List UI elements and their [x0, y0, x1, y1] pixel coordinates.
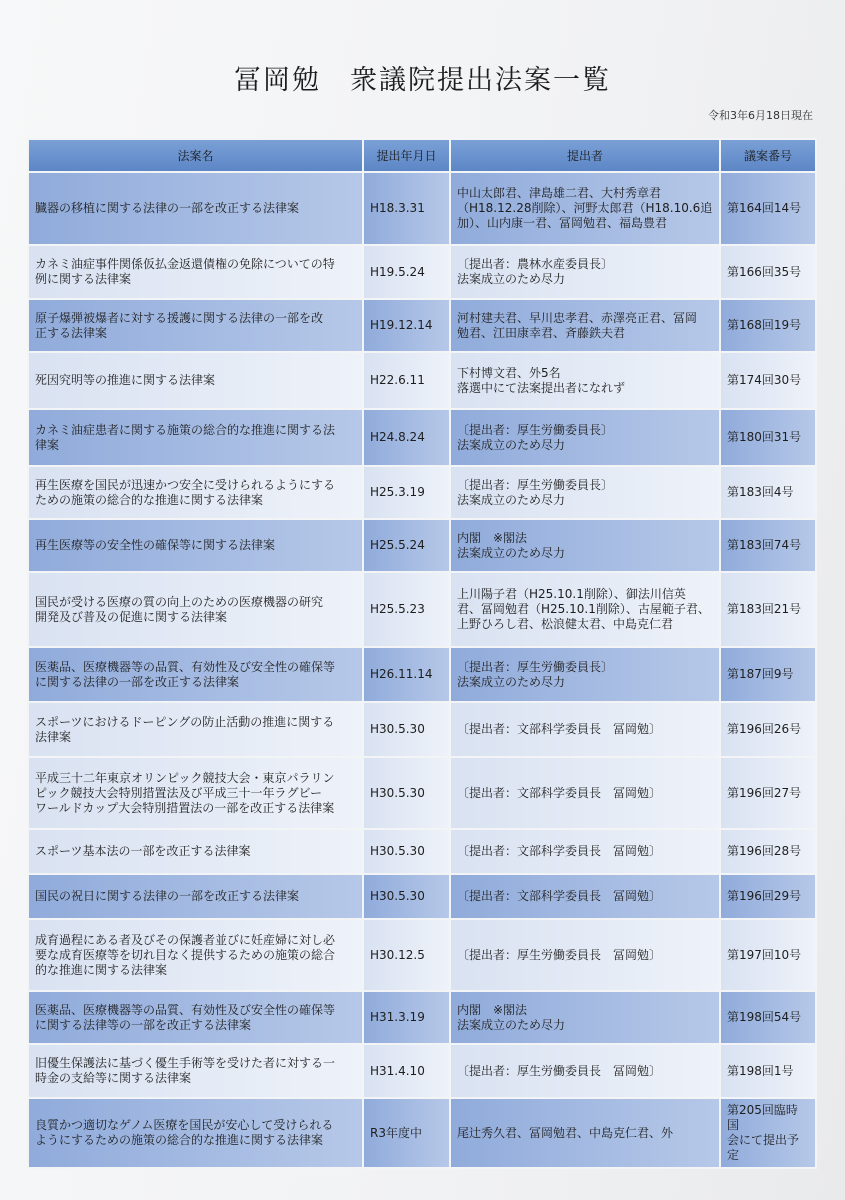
bill-name-cell: 医薬品、医療機器等の品質、有効性及び安全性の確保等 に関する法律等の一部を改正する法律案: [28, 991, 363, 1044]
bill-name-cell: 原子爆弾被爆者に対する援護に関する法律の一部を改 正する法律案: [28, 299, 363, 352]
date-cell: H19.12.14: [363, 299, 450, 352]
date-cell: H18.3.31: [363, 172, 450, 245]
date-cell: H25.3.19: [363, 466, 450, 519]
submitter-cell: 〔提出者：厚生労働委員長〕 法案成立のため尽力: [450, 647, 720, 702]
table-row: [28, 702, 816, 757]
submitter-cell: 〔提出者：農林水産委員長〕 法案成立のため尽力: [450, 245, 720, 299]
table-row: [28, 245, 816, 299]
date-cell: H26.11.14: [363, 647, 450, 702]
bill-name-cell: 成育過程にある者及びその保護者並びに妊産婦に対し必 要な成育医療等を切れ目なく提供するための施策の総合 的な推進に関する法律案: [28, 919, 363, 991]
table-row: [28, 647, 816, 702]
date-cell: H24.8.24: [363, 409, 450, 466]
bill-name-cell: 旧優生保護法に基づく優生手術等を受けた者に対する一 時金の支給等に関する法律案: [28, 1044, 363, 1098]
bill-number-cell: 第183回4号: [720, 466, 816, 519]
date-cell: H30.5.30: [363, 829, 450, 874]
table-row: [28, 466, 816, 519]
bill-name-cell: 再生医療等の安全性の確保等に関する法律案: [28, 519, 363, 572]
table-row: [28, 299, 816, 352]
submitter-cell: 〔提出者：文部科学委員長 冨岡勉〕: [450, 874, 720, 919]
bill-number-cell: 第180回31号: [720, 409, 816, 466]
bill-number-cell: 第196回29号: [720, 874, 816, 919]
date-cell: H30.5.30: [363, 702, 450, 757]
column-header-date: 提出年月日: [363, 139, 450, 172]
table-row: [28, 172, 816, 245]
submitter-cell: 〔提出者：文部科学委員長 冨岡勉〕: [450, 829, 720, 874]
submitter-cell: 内閣 ※閣法 法案成立のため尽力: [450, 519, 720, 572]
submitter-cell: 尾辻秀久君、冨岡勉君、中島克仁君、外: [450, 1098, 720, 1168]
submitter-cell: 中山太郎君、津島雄二君、大村秀章君 （H18.12.28削除）、河野太郎君（H18.10.6追 加）、山内康一君、冨岡勉君、福島豊君: [450, 172, 720, 245]
bill-number-cell: 第183回21号: [720, 572, 816, 647]
table-row: [28, 572, 816, 647]
table-row: [28, 409, 816, 466]
bill-number-cell: 第196回26号: [720, 702, 816, 757]
bill-name-cell: 死因究明等の推進に関する法律案: [28, 352, 363, 409]
bill-number-cell: 第197回10号: [720, 919, 816, 991]
column-header-bill-number: 議案番号: [720, 139, 816, 172]
submitter-cell: 河村建夫君、早川忠孝君、赤澤亮正君、冨岡 勉君、江田康幸君、斉藤鉄夫君: [450, 299, 720, 352]
bill-name-cell: 良質かつ適切なゲノム医療を国民が安心して受けられる ようにするための施策の総合的な推進に関する法律案: [28, 1098, 363, 1168]
bill-name-cell: 平成三十二年東京オリンピック競技大会・東京パラリン ピック競技大会特別措置法及び平成三十一年ラグビー ワールドカップ大会特別措置法の一部を改正する法律案: [28, 757, 363, 829]
submitter-cell: 〔提出者：文部科学委員長 冨岡勉〕: [450, 702, 720, 757]
table-row: [28, 874, 816, 919]
date-cell: H19.5.24: [363, 245, 450, 299]
table-header-row: [28, 139, 816, 172]
table-row: [28, 991, 816, 1044]
bill-number-cell: 第196回28号: [720, 829, 816, 874]
date-cell: H30.5.30: [363, 874, 450, 919]
submitter-cell: 〔提出者：厚生労働委員長〕 法案成立のため尽力: [450, 466, 720, 519]
submitter-cell: 〔提出者：文部科学委員長 冨岡勉〕: [450, 757, 720, 829]
submitter-cell: 〔提出者：厚生労働委員長 冨岡勉〕: [450, 1044, 720, 1098]
date-cell: H25.5.23: [363, 572, 450, 647]
date-cell: H22.6.11: [363, 352, 450, 409]
table-row: [28, 757, 816, 829]
bill-number-cell: 第205回臨時国 会にて提出予 定: [720, 1098, 816, 1168]
table-row: [28, 352, 816, 409]
date-cell: H25.5.24: [363, 519, 450, 572]
submitter-cell: 下村博文君、外5名 落選中にて法案提出者になれず: [450, 352, 720, 409]
date-cell: H30.5.30: [363, 757, 450, 829]
bill-number-cell: 第187回9号: [720, 647, 816, 702]
bill-number-cell: 第168回19号: [720, 299, 816, 352]
bill-number-cell: 第196回27号: [720, 757, 816, 829]
bill-number-cell: 第198回1号: [720, 1044, 816, 1098]
submitter-cell: 〔提出者：厚生労働委員長〕 法案成立のため尽力: [450, 409, 720, 466]
as-of-date: 令和3年6月18日現在: [708, 109, 813, 122]
table-row: [28, 1098, 816, 1168]
table-row: [28, 1044, 816, 1098]
bill-name-cell: 臓器の移植に関する法律の一部を改正する法律案: [28, 172, 363, 245]
bill-number-cell: 第198回54号: [720, 991, 816, 1044]
column-header-bill-name: 法案名: [28, 139, 363, 172]
bill-number-cell: 第164回14号: [720, 172, 816, 245]
date-cell: H31.3.19: [363, 991, 450, 1044]
bill-number-cell: 第174回30号: [720, 352, 816, 409]
bill-name-cell: 国民が受ける医療の質の向上のための医療機器の研究 開発及び普及の促進に関する法律案: [28, 572, 363, 647]
bill-name-cell: 国民の祝日に関する法律の一部を改正する法律案: [28, 874, 363, 919]
table-row: [28, 519, 816, 572]
date-cell: H31.4.10: [363, 1044, 450, 1098]
submitter-cell: 上川陽子君（H25.10.1削除）、御法川信英 君、冨岡勉君（H25.10.1削除）、古屋範子君、 上野ひろし君、松浪健太君、中島克仁君: [450, 572, 720, 647]
bill-number-cell: 第183回74号: [720, 519, 816, 572]
bills-table: [27, 138, 817, 1169]
table-row: [28, 919, 816, 991]
bill-name-cell: カネミ油症事件関係仮払金返還債権の免除についての特 例に関する法律案: [28, 245, 363, 299]
submitter-cell: 〔提出者：厚生労働委員長 冨岡勉〕: [450, 919, 720, 991]
date-cell: H30.12.5: [363, 919, 450, 991]
submitter-cell: 内閣 ※閣法 法案成立のため尽力: [450, 991, 720, 1044]
bill-name-cell: スポーツにおけるドーピングの防止活動の推進に関する 法律案: [28, 702, 363, 757]
bill-name-cell: 医薬品、医療機器等の品質、有効性及び安全性の確保等 に関する法律の一部を改正する法律案: [28, 647, 363, 702]
bill-number-cell: 第166回35号: [720, 245, 816, 299]
bill-name-cell: カネミ油症患者に関する施策の総合的な推進に関する法 律案: [28, 409, 363, 466]
bill-name-cell: スポーツ基本法の一部を改正する法律案: [28, 829, 363, 874]
column-header-submitter: 提出者: [450, 139, 720, 172]
bill-name-cell: 再生医療を国民が迅速かつ安全に受けられるようにする ための施策の総合的な推進に関する法律案: [28, 466, 363, 519]
table-row: [28, 829, 816, 874]
page-title: 冨岡勉 衆議院提出法案一覧: [234, 65, 611, 96]
date-cell: R3年度中: [363, 1098, 450, 1168]
